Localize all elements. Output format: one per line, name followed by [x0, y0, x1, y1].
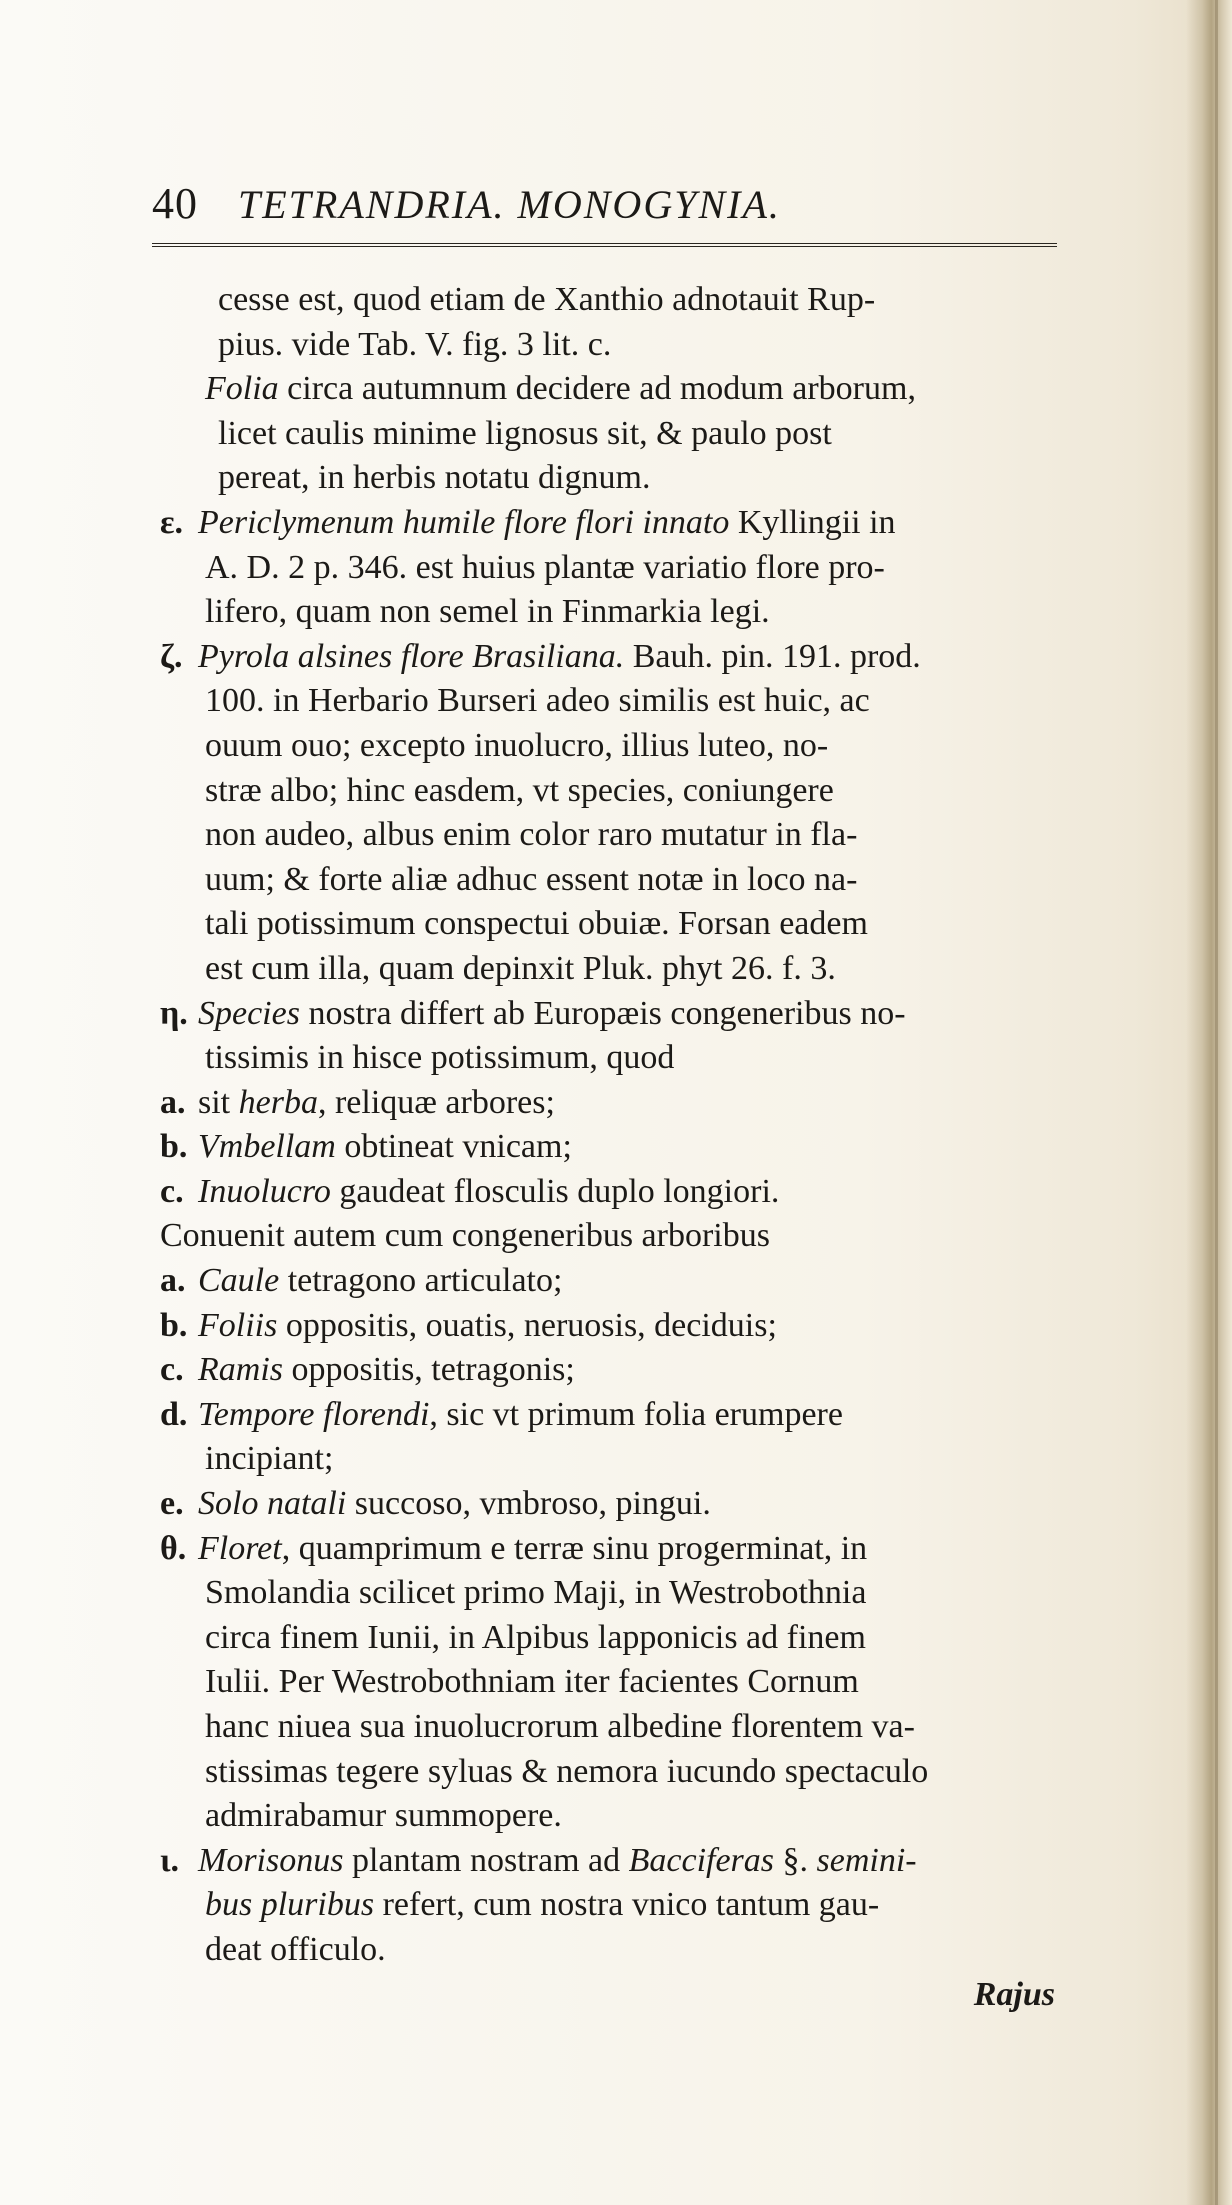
italic-text: Caule: [198, 1262, 280, 1300]
italic-text: Bacciferas: [628, 1841, 775, 1879]
italic-text: Tempore florendi: [198, 1395, 430, 1433]
running-title: TETRANDRIA. MONOGYNIA.: [238, 182, 781, 227]
paragraph-marker: θ.: [160, 1529, 187, 1567]
page-number: 40: [152, 179, 198, 228]
paragraph-marker: a.: [160, 1262, 186, 1300]
paragraph-marker: d.: [160, 1395, 188, 1433]
paragraph-marker: b.: [160, 1306, 188, 1344]
text-line: [160, 590, 1065, 635]
text-line: [160, 902, 1065, 947]
italic-text: Periclymenum humile flore flori innato: [198, 503, 730, 541]
text-line: [160, 1259, 1065, 1304]
text-run: tetragono articulato;: [279, 1262, 563, 1300]
text-run: circa finem Iunii, in Alpibus lapponicis ad finem: [205, 1618, 866, 1656]
paragraph-marker: ε.: [160, 503, 184, 541]
text-run: refert, cum nostra vnico tantum gau-: [374, 1886, 880, 1924]
text-line: [160, 412, 1065, 457]
text-line: [160, 1794, 1065, 1839]
paragraph-marker: ζ.: [160, 637, 183, 675]
italic-text: Folia: [205, 370, 279, 408]
text-line: [160, 813, 1065, 858]
text-line: [160, 635, 1065, 680]
text-line: [160, 724, 1065, 769]
italic-text: Solo natali: [198, 1485, 347, 1523]
text-line: [160, 367, 1065, 412]
text-run: tali potissimum conspectui obuiæ. Forsan eadem: [205, 905, 868, 943]
text-line: [160, 679, 1065, 724]
text-line: [160, 1348, 1065, 1393]
text-run: , reliquæ arbores;: [317, 1083, 555, 1121]
text-line: [160, 858, 1065, 903]
italic-text: Vmbellam: [198, 1128, 336, 1166]
paragraph-marker: c.: [160, 1172, 184, 1210]
text-run: Kyllingii in: [729, 503, 896, 541]
page-edge-shadow: [1186, 0, 1232, 2205]
italic-text: bus pluribus: [205, 1886, 375, 1924]
italic-text: Pyrola alsines flore Brasiliana.: [198, 637, 625, 675]
text-line: [160, 546, 1065, 591]
paragraph-marker: a.: [160, 1083, 186, 1121]
text-run: stissimas tegere syluas & nemora iucundo spectaculo: [205, 1752, 929, 1790]
header-rule: [152, 243, 1057, 247]
text-run: gaudeat flosculis duplo longiori.: [330, 1172, 780, 1210]
italic-text: Floret: [198, 1529, 282, 1567]
catchword: Rajus: [973, 1975, 1055, 2013]
text-line: [160, 1036, 1065, 1081]
italic-text: Foliis: [198, 1306, 278, 1344]
text-line: [160, 1616, 1065, 1661]
text-line: [160, 992, 1065, 1037]
text-run: Bauh. pin. 191. prod.: [624, 637, 921, 675]
text-run: incipiant;: [205, 1440, 334, 1478]
italic-text: semini-: [816, 1841, 917, 1879]
text-run: circa autumnum decidere ad modum arborum,: [278, 370, 916, 408]
text-line: [160, 1304, 1065, 1349]
page-header: [152, 178, 1072, 229]
text-run: , sic vt primum folia erumpere: [429, 1395, 843, 1433]
paragraph-marker: c.: [160, 1351, 184, 1389]
text-run: deat officulo.: [205, 1930, 386, 1968]
text-run: oppositis, tetragonis;: [283, 1351, 575, 1389]
paragraph-marker: η.: [160, 994, 188, 1032]
paragraph-marker: e.: [160, 1485, 184, 1523]
text-line: [160, 1527, 1065, 1572]
text-run: uum; & forte aliæ adhuc essent notæ in loco na-: [205, 860, 858, 898]
text-line: [160, 278, 1065, 323]
text-run: stræ albo; hinc easdem, vt species, coniungere: [205, 771, 834, 809]
text-run: non audeo, albus enim color raro mutatur in fla-: [205, 816, 858, 854]
italic-text: herba: [238, 1083, 318, 1121]
text-run: licet caulis minime lignosus sit, & paulo post: [218, 414, 832, 452]
text-run: plantam nostram ad: [343, 1841, 629, 1879]
text-line: [160, 1214, 1065, 1259]
text-run: pereat, in herbis notatu dignum.: [218, 459, 651, 497]
italic-text: Morisonus: [198, 1841, 344, 1879]
text-run: 100. in Herbario Burseri adeo similis est huic, ac: [205, 682, 870, 720]
text-run: admirabamur summopere.: [205, 1797, 562, 1835]
text-line: [160, 769, 1065, 814]
text-run: §.: [774, 1841, 817, 1879]
paragraph-marker: ι.: [160, 1841, 180, 1879]
body-text: [160, 278, 1065, 2017]
text-line: [160, 1839, 1065, 1884]
text-run: tissimis in hisce potissimum, quod: [205, 1039, 675, 1077]
text-run: Conuenit autem cum congeneribus arboribus: [160, 1217, 770, 1255]
italic-text: Species: [198, 994, 300, 1032]
text-line: [160, 456, 1065, 501]
text-line: [160, 1571, 1065, 1616]
page-edge-line: [1215, 0, 1218, 2205]
text-line: [160, 1437, 1065, 1482]
text-line: [160, 323, 1065, 368]
text-run: obtineat vnicam;: [335, 1128, 572, 1166]
text-run: A. D. 2 p. 346. est huius plantæ variatio flore pro-: [205, 548, 885, 586]
italic-text: Inuolucro: [198, 1172, 331, 1210]
text-run: ouum ouo; excepto inuolucro, illius luteo, no-: [205, 726, 829, 764]
text-run: cesse est, quod etiam de Xanthio adnotauit Rup-: [218, 281, 876, 318]
text-line: [160, 947, 1065, 992]
paragraph-marker: b.: [160, 1128, 188, 1166]
text-run: hanc niuea sua inuolucrorum albedine florentem va-: [205, 1708, 915, 1745]
text-line: [160, 1750, 1065, 1795]
text-run: est cum illa, quam depinxit Pluk. phyt 26. f. 3.: [205, 949, 836, 987]
text-line: [160, 501, 1065, 546]
text-line: [160, 1170, 1065, 1215]
text-line: [160, 1125, 1065, 1170]
text-run: , quamprimum e terræ sinu progerminat, in: [281, 1529, 868, 1567]
text-run: nostra differt ab Europæis congeneribus no-: [299, 994, 906, 1032]
text-run: pius. vide Tab. V. fig. 3 lit. c.: [218, 325, 612, 363]
text-line: [160, 1482, 1065, 1527]
text-line: [160, 1393, 1065, 1438]
text-run: oppositis, ouatis, neruosis, deciduis;: [277, 1306, 777, 1344]
text-run: Smolandia scilicet primo Maji, in Westrobothnia: [205, 1574, 867, 1612]
text-run: succoso, vmbroso, pingui.: [346, 1485, 711, 1523]
text-run: sit: [198, 1083, 239, 1121]
text-line: [160, 1081, 1065, 1126]
text-line: [160, 1705, 1065, 1750]
text-run: Iulii. Per Westrobothniam iter facientes Cornum: [205, 1663, 859, 1701]
text-line: [160, 1883, 1065, 1928]
text-run: lifero, quam non semel in Finmarkia legi.: [205, 593, 770, 631]
italic-text: Ramis: [198, 1351, 283, 1389]
text-line: [160, 1660, 1065, 1705]
text-line: [160, 1928, 1065, 1973]
